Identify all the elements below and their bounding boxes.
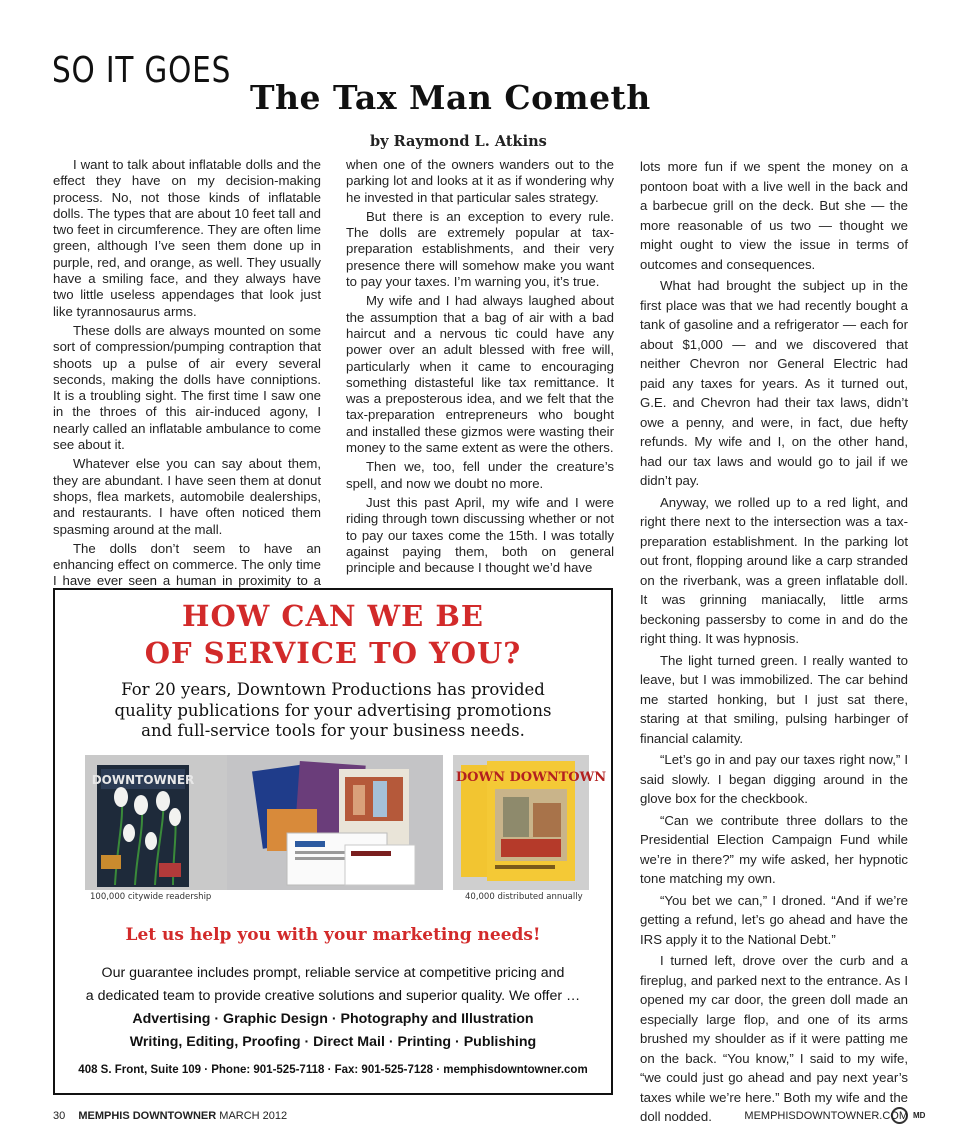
- paragraph: “Can we contribute three dollars to the Presidential Election Campaign Fund while we’re in there?” my wife asked, her hypnotic tone matching my own.: [640, 812, 908, 886]
- readership-caption: 100,000 citywide readership: [90, 892, 212, 902]
- paragraph: Whatever else you can say about them, they are abundant. I have seen them at donut shops, flea markets, automobile dealerships, and restaurants. I have often noticed them spasming around at the mall.: [53, 456, 321, 537]
- paragraph: Then we, too, fell under the creature’s spell, and now we doubt no more.: [346, 459, 614, 491]
- end-mark-icon: MD: [891, 1107, 908, 1124]
- page-footer-left: [53, 1110, 287, 1122]
- paragraph: [640, 951, 926, 1127]
- page-number: 30: [53, 1110, 66, 1122]
- paragraph: These dolls are always mounted on some sort of compression/pumping contraption that shoots up a pulse of air every several seconds, making the dolls have conniptions. It is a troubling sight. The first time I saw one in the throes of this air-induced agony, I nearly called an inflatable ambulance to come see about it.: [53, 322, 321, 453]
- byline: by Raymond L. Atkins: [370, 133, 547, 150]
- advertisement[interactable]: [53, 588, 613, 1095]
- ad-body: [55, 962, 611, 1054]
- ad-services-line: Writing, Editing, Proofing · Direct Mail · Printing · Publishing: [129, 1034, 537, 1050]
- issue-date: MARCH 2012: [219, 1110, 288, 1122]
- paragraph: Anyway, we rolled up to a red light, and right there next to the intersection was a tax-preparation establishment. In the parking lot out front, flopping around like a carp stranded on the riverbank, was a green inflatable doll. It was grinning maniacally, little arms beckoning passersby to come in and do the right thing. It was hypnosis.: [640, 494, 908, 646]
- website-link[interactable]: MEMPHISDOWNTOWNER.COM: [744, 1110, 908, 1122]
- article-column-2: [346, 157, 614, 585]
- magazine-cover-image: [85, 755, 229, 890]
- ad-subheadline: Let us help you with your marketing needs!: [125, 925, 541, 945]
- paragraph: What had brought the subject up in the first place was that we had recently bought a tank of gasoline and a refrigerator — each for about $1,000 — and we discovered that neither Chevron nor General Electric had paid any taxes for years. As it turned out, G.E. and Chevron had their tax laws, didn’t owe a penny, and were, in fact, due hefty refunds. My wife and I, on the other hand, had our tax laws and would go to jail if we didn’t pay.: [640, 278, 908, 488]
- ad-intro: [55, 680, 611, 742]
- distribution-caption: 40,000 distributed annually: [465, 892, 583, 902]
- paragraph: The dolls don’t seem to have an enhancing effect on commerce. The only time I have ever seen a human in proximity to a: [53, 540, 321, 589]
- paragraph: Just this past April, my wife and I were riding through town discussing whether or not to pay our taxes come the 15th. I was totally against paying them, both on general principle and because I thought we’d have: [346, 494, 614, 576]
- article-column-1: [53, 157, 321, 589]
- paragraph: “Let’s go in and pay our taxes right now,” I said slowly. I began digging around in the glove box for the checkbook.: [640, 752, 908, 806]
- paragraph: I want to talk about inflatable dolls and the effect they have on my decision-making process. No, not those kinds of inflatable dolls. The types that are about 10 feet tall and two feet in circumference. They are often lime green, although I’ve seen them done up in purple, red, and orange, as well. They usually have a smiling face, and they always have two little useless appendages that look just like tyrannosaurus arms.: [53, 157, 321, 319]
- paragraph: when one of the owners wanders out to the parking lot and looks at it as if wondering why he invested in that particular sales strategy.: [346, 157, 614, 205]
- ad-intro-line: and full-service tools for your business needs.: [141, 721, 525, 740]
- paragraph: But there is an exception to every rule. The dolls are extremely popular at tax-preparation establishments, and their very presence there will somehow make you want to pay your taxes. I’m warning you, it’s true.: [346, 208, 614, 290]
- ad-services-line: Advertising · Graphic Design · Photography and Illustration: [132, 1011, 534, 1027]
- ad-headline: [55, 598, 611, 672]
- article-title: The Tax Man Cometh: [250, 78, 651, 117]
- paragraph: The light turned green. I really wanted to leave, but I was immobilized. The car behind me started honking, but I just sat there, staring at that smiling, pulsing harbinger of financial calamity.: [640, 652, 908, 746]
- paragraph-text: I turned left, drove over the curb and a fireplug, and parked next to the entrance. As I opened my car door, the green doll made an especially large flop, and one of its arms brushed my shoulder as if it were patting me on the back. “You know,” I said to my wife, “we could just go ahead and pay next year’s taxes while we’re here.” Both my wife and the doll nodded.: [640, 953, 908, 1124]
- print-samples-image: [227, 755, 443, 890]
- magazine-cover-art: [85, 755, 229, 890]
- ad-headline-line: HOW CAN WE BE: [182, 599, 484, 633]
- section-label: SO IT GOES: [52, 50, 232, 91]
- magazine-name: MEMPHIS DOWNTOWNER: [78, 1110, 217, 1122]
- magazine-covers-art: [453, 755, 607, 890]
- ad-body-line: a dedicated team to provide creative solutions and superior quality. We offer …: [85, 988, 581, 1004]
- cover-logo-text: DOWNTOWNER: [91, 773, 195, 787]
- ad-body-line: Our guarantee includes prompt, reliable service at competitive pricing and: [101, 965, 565, 981]
- paragraph: My wife and I had always laughed about the assumption that a bag of air with a bad haircut and a nervous tic could have any power over an adult blessed with free will, particularly when it came to encouraging something distasteful like tax remittance. It was a preposterous idea, and we felt that the tax-preparation entrepreneurs who bought and installed these gizmos were wasting their money to the same extent as were the others.: [346, 293, 614, 456]
- ad-headline-line: OF SERVICE TO YOU?: [144, 636, 522, 670]
- paragraph: lots more fun if we spent the money on a pontoon boat with a live well in the back and a barbecue grill on the deck. But she — the more reasonable of us two — thought we might ought to view the issue in terms of outcomes and consequences.: [640, 159, 908, 272]
- magazine-covers-image: [453, 755, 607, 890]
- ad-intro-line: For 20 years, Downtown Productions has provided: [121, 680, 545, 699]
- ad-intro-line: quality publications for your advertising promotions: [114, 700, 552, 720]
- print-samples-art: [227, 755, 443, 890]
- cover-logo-text: DOWN DOWNTOWN: [455, 770, 607, 785]
- ad-contact-info[interactable]: 408 S. Front, Suite 109 · Phone: 901-525-7118 · Fax: 901-525-7128 · memphisdowntowner.com: [78, 1064, 588, 1076]
- paragraph: “You bet we can,” I droned. “And if we’re getting a refund, let’s go ahead and have the IRS apply it to the National Debt.”: [640, 892, 908, 947]
- ad-image-strip: [55, 755, 611, 900]
